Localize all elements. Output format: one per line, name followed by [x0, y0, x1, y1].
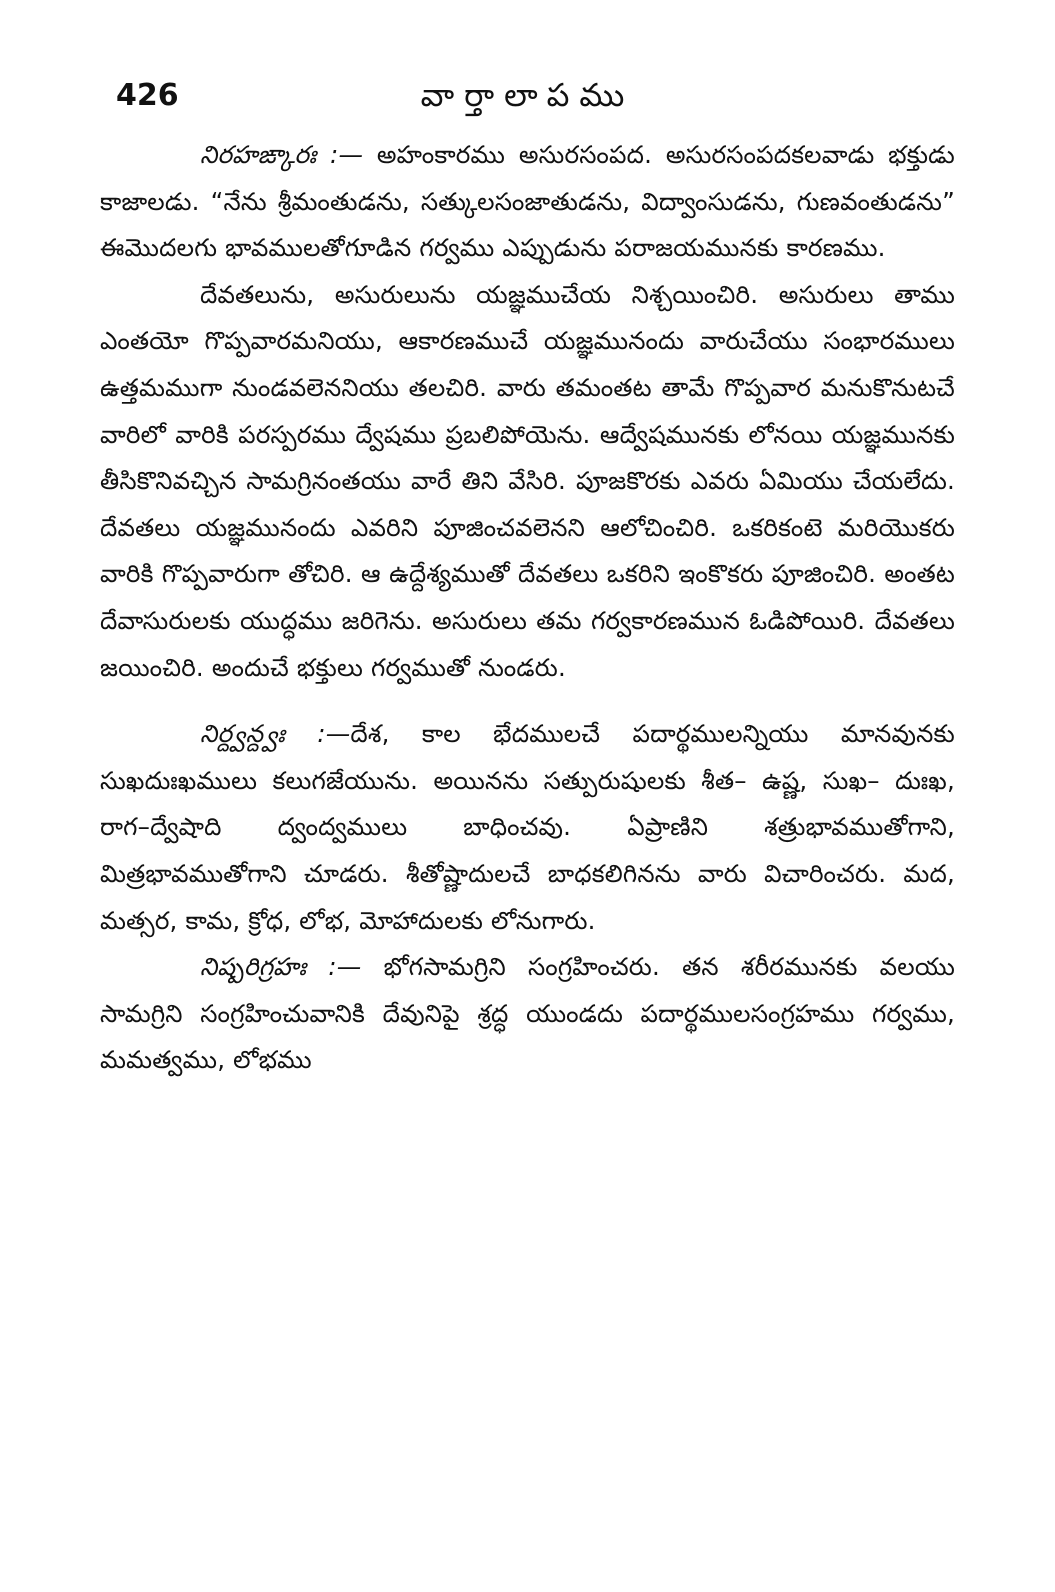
- paragraph-text: భోగసామగ్రిని సంగ్రహించరు. తన శరీరమునకు వలయు సామగ్రిని సంగ్రహించువానికి దేవునిపై శ్రద్ధ యుండదు పదార్థములసంగ్రహము గర్వము, మమత్వము, లోభము: [100, 952, 956, 1075]
- running-title: వార్తాలాపము: [420, 76, 635, 114]
- paragraph-nirdvandvah: [100, 711, 955, 944]
- paragraph-text: దేవతలును, అసురులును యజ్ఞముచేయ నిశ్చయించిరి. అసురులు తాము ఎంతయో గొప్పవారమనియు, ఆకారణముచే యజ్ఞమునందు వారుచేయు సంభారములు ఉత్తమముగా నుండవలెననియు తలచిరి. వారు తమంతట తామే గొప్పవార మనుకొనుటచే వారిలో వారికి పరస్పరము ద్వేషము ప్రబలిపోయెను. ఆద్వేషమునకు లోనయి యజ్ఞమునకు తీసికొనివచ్చిన సామగ్రినంతయు వారే తిని వేసిరి. పూజకొరకు ఎవరు ఏమియు చేయలేదు. దేవతలు యజ్ఞమునందు ఎవరిని పూజించవలెనని ఆలోచించిరి. ఒకరికంటె మరియొకరు వారికి గొప్పవారుగా తోచిరి. ఆ ఉద్దేశ్యముతో దేవతలు ఒకరిని ఇంకొకరు పూజించిరి. అంతట దేవాసురులకు యుద్ధము జరిగెను. అసురులు తమ గర్వకారణమున ఓడిపోయిరి. దేవతలు జయించిరి. అందుచే భక్తులు గర్వముతో నుండరు.: [100, 279, 955, 682]
- running-head: [100, 72, 955, 132]
- page-number: 426: [116, 78, 179, 113]
- paragraph-text: అహంకారము అసురసంపద. అసురసంపదకలవాడు భక్తుడు కాజాలడు. “నేను శ్రీమంతుడను, సత్కులసంజాతుడను, విద్వాంసుడను, గుణవంతుడను” ఈమొదలగు భావములతోగూడిన గర్వము ఎప్పుడును పరాజయమునకు కారణము.: [100, 140, 955, 263]
- paragraph-nishparigrahah: [100, 944, 955, 1084]
- term-heading: నిరహఙ్కారః :—: [200, 140, 364, 169]
- paragraph-gap: [100, 691, 955, 711]
- term-heading: నిష్పరిగ్రహః :—: [200, 952, 362, 982]
- paragraph-text: దేశ, కాల భేదములచే పదార్థములన్నియు మానవునకు సుఖదుఃఖములు కలుగజేయును. అయినను సత్పురుషులకు శీత– ఉష్ణ, సుఖ– దుఃఖ, రాగ–ద్వేషాది ద్వంద్వములు బాధించవు. ఏప్రాణిని శత్రుభావముతోగాని, మిత్రభావముతోగాని చూడరు. శీతోష్ణాదులచే బాధకలిగినను వారు విచారించరు. మద, మత్సర, కామ, క్రోధ, లోభ, మోహాదులకు లోనుగారు.: [100, 719, 955, 935]
- paragraph-devatalu: [100, 272, 955, 691]
- term-heading: నిర్ద్వన్ద్వః :—: [200, 719, 351, 749]
- paragraph-nirahankarah: [100, 132, 955, 272]
